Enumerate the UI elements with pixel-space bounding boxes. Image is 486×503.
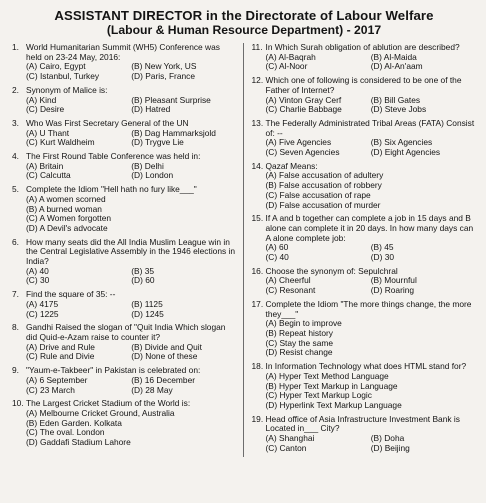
option-row bbox=[26, 205, 237, 215]
answer-option: (C) Seven Agencies bbox=[265, 148, 340, 158]
question-number: 11. bbox=[251, 42, 263, 52]
option-row bbox=[266, 201, 477, 211]
answer-option: (D) Roaring bbox=[370, 286, 415, 296]
question-item bbox=[252, 76, 477, 115]
question-item bbox=[252, 267, 477, 296]
question-number: 6. bbox=[12, 236, 19, 247]
question-item bbox=[252, 162, 477, 211]
answer-option: (D) Al-An'aam bbox=[370, 62, 423, 72]
question-number: 19. bbox=[251, 413, 264, 424]
question-text: The Largest Cricket Stadium of the World is: bbox=[26, 398, 191, 409]
question-number: 7. bbox=[12, 289, 19, 300]
left-column bbox=[12, 43, 244, 457]
answer-option: (A) Begin to improve bbox=[265, 319, 342, 329]
answer-option: (B) Doha bbox=[370, 434, 405, 444]
answer-option: (D) Hyperlink Text Markup Language bbox=[265, 400, 402, 410]
answer-options bbox=[26, 300, 237, 319]
answer-option: (B) Hyper Text Markup in Language bbox=[265, 381, 398, 391]
option-row bbox=[266, 348, 477, 358]
answer-option: (C) Charlie Babbage bbox=[265, 105, 342, 115]
question-text: Head office of Asia Infrastructure Investment Bank is Located in___ City? bbox=[265, 413, 460, 434]
question-item bbox=[12, 399, 237, 448]
answer-option: (B) Mournful bbox=[370, 276, 417, 286]
answer-options bbox=[266, 96, 477, 115]
answer-options bbox=[266, 138, 477, 157]
question-header bbox=[252, 162, 477, 172]
option-row bbox=[26, 171, 237, 181]
answer-options bbox=[26, 409, 237, 448]
question-item bbox=[12, 119, 237, 148]
question-number: 10. bbox=[12, 398, 24, 409]
option-row bbox=[266, 444, 477, 454]
answer-options bbox=[26, 129, 237, 148]
option-row bbox=[266, 181, 477, 191]
question-header bbox=[12, 86, 237, 96]
option-row bbox=[266, 243, 477, 253]
option-row bbox=[266, 62, 477, 72]
answer-option: (A) Cheerful bbox=[265, 276, 311, 286]
answer-options bbox=[26, 62, 237, 81]
answer-option: (D) Steve Jobs bbox=[370, 105, 427, 115]
option-row bbox=[26, 129, 237, 139]
answer-option: (C) 30 bbox=[26, 276, 50, 286]
option-row bbox=[26, 214, 237, 224]
question-header bbox=[252, 76, 477, 95]
question-item bbox=[12, 185, 237, 234]
option-row bbox=[26, 419, 237, 429]
answer-option: (B) Six Agencies bbox=[370, 138, 433, 148]
option-row bbox=[266, 276, 477, 286]
question-text: Which one of following is considered to be one of the Father of Internet? bbox=[265, 75, 462, 95]
question-item bbox=[12, 366, 237, 395]
answer-option: (B) A burned woman bbox=[26, 204, 102, 214]
option-row bbox=[266, 372, 477, 382]
page-title: ASSISTANT DIRECTOR in the Directorate of Labour Welfare bbox=[54, 8, 434, 23]
option-row bbox=[266, 286, 477, 296]
option-row bbox=[266, 401, 477, 411]
question-number: 15. bbox=[251, 213, 264, 224]
question-header bbox=[252, 300, 477, 319]
option-row bbox=[26, 72, 237, 82]
answer-option: (D) 28 May bbox=[131, 385, 173, 395]
option-row bbox=[266, 171, 477, 181]
option-row bbox=[266, 391, 477, 401]
page-subtitle: (Labour & Human Resource Department) - 2017 bbox=[106, 23, 382, 37]
answer-options bbox=[266, 319, 477, 358]
answer-option: (A) Britain bbox=[26, 161, 64, 171]
question-text: Synonym of Malice is: bbox=[26, 84, 108, 95]
answer-option: (D) 1245 bbox=[131, 309, 164, 319]
answer-option: (D) Trygve Lie bbox=[131, 138, 184, 148]
answer-option: (B) 45 bbox=[370, 243, 394, 253]
answer-option: (A) 4175 bbox=[26, 299, 59, 309]
question-number: 13. bbox=[251, 117, 264, 128]
answer-option: (C) Istanbul, Turkey bbox=[26, 72, 100, 82]
question-item bbox=[12, 43, 237, 82]
option-row bbox=[266, 53, 477, 63]
question-header bbox=[252, 214, 477, 243]
option-row bbox=[26, 352, 237, 362]
option-row bbox=[26, 138, 237, 148]
option-row bbox=[26, 105, 237, 115]
option-row bbox=[26, 195, 237, 205]
question-item bbox=[252, 43, 477, 72]
option-row bbox=[266, 329, 477, 339]
right-column bbox=[252, 43, 477, 457]
answer-option: (A) Al-Baqrah bbox=[265, 52, 316, 62]
question-item bbox=[12, 152, 237, 181]
option-row bbox=[266, 339, 477, 349]
question-header bbox=[12, 185, 237, 195]
option-row bbox=[266, 253, 477, 263]
answer-option: (A) 60 bbox=[265, 243, 289, 253]
answer-option: (A) Drive and Rule bbox=[26, 342, 95, 352]
option-row bbox=[26, 96, 237, 106]
question-text: The First Round Table Conference was held in: bbox=[26, 151, 201, 162]
question-item bbox=[12, 238, 237, 287]
answer-option: (B) Delhi bbox=[131, 161, 164, 171]
answer-option: (C) The oval. London bbox=[26, 428, 105, 438]
answer-option: (C) Kurt Waldheim bbox=[26, 138, 95, 148]
option-row bbox=[266, 191, 477, 201]
answer-option: (B) Al-Maida bbox=[370, 52, 417, 62]
question-columns bbox=[12, 43, 476, 457]
question-header bbox=[252, 415, 477, 434]
question-text: Choose the synonym of: Sepulchral bbox=[265, 265, 398, 276]
answer-option: (A) Vinton Gray Cerf bbox=[265, 95, 342, 105]
question-item bbox=[12, 290, 237, 319]
answer-option: (D) A Devil's advocate bbox=[26, 223, 108, 233]
answer-option: (A) U Thant bbox=[26, 128, 70, 138]
question-number: 2. bbox=[12, 84, 19, 95]
answer-option: (C) False accusation of rape bbox=[265, 190, 371, 200]
answer-option: (C) Hyper Text Markup Logic bbox=[265, 391, 372, 401]
answer-option: (D) None of these bbox=[131, 352, 198, 362]
option-row bbox=[26, 267, 237, 277]
question-text: In Which Surah obligation of ablution are described? bbox=[265, 42, 460, 52]
option-row bbox=[26, 162, 237, 172]
answer-options bbox=[266, 276, 477, 295]
answer-option: (C) 23 March bbox=[26, 385, 75, 395]
question-item bbox=[252, 362, 477, 411]
answer-options bbox=[266, 243, 477, 262]
question-item bbox=[12, 86, 237, 115]
answer-option: (C) 1225 bbox=[26, 309, 59, 319]
answer-option: (C) 40 bbox=[265, 253, 289, 263]
answer-option: (D) Paris, France bbox=[131, 72, 196, 82]
answer-option: (A) Cairo, Egypt bbox=[26, 62, 86, 72]
option-row bbox=[266, 138, 477, 148]
answer-option: (C) Desire bbox=[26, 105, 65, 115]
question-text: Find the square of 35: -- bbox=[26, 289, 116, 300]
question-text: "Yaum-e-Takbeer" in Pakistan is celebrated on: bbox=[26, 365, 201, 376]
answer-option: (A) Five Agencies bbox=[265, 138, 332, 148]
answer-option: (D) 30 bbox=[370, 253, 395, 263]
question-text: Complete the Idiom "Hell hath no fury like___" bbox=[26, 184, 197, 195]
question-header bbox=[12, 238, 237, 267]
question-number: 12. bbox=[251, 75, 264, 86]
question-text: Who Was First Secretary General of the UN bbox=[26, 117, 189, 128]
option-row bbox=[26, 386, 237, 396]
question-text: How many seats did the All India Muslim League win in the Central Legislative Assembly in the 1946 elections in India? bbox=[26, 236, 236, 267]
answer-options bbox=[26, 162, 237, 181]
option-row bbox=[26, 409, 237, 419]
answer-options bbox=[26, 195, 237, 234]
question-item bbox=[252, 415, 477, 454]
question-text: In Information Technology what does HTML stand for? bbox=[265, 361, 467, 372]
question-number: 5. bbox=[12, 184, 19, 195]
answer-option: (B) Eden Garden. Kolkata bbox=[26, 418, 122, 428]
answer-option: (D) False accusation of murder bbox=[265, 200, 381, 210]
answer-option: (C) A Women forgotten bbox=[26, 214, 112, 224]
answer-option: (D) Gaddafi Stadium Lahore bbox=[26, 438, 131, 448]
answer-option: (B) 35 bbox=[131, 266, 155, 276]
answer-option: (A) 40 bbox=[26, 266, 49, 276]
question-text: If A and b together can complete a job in 15 days and B alone can complete it in 20 days. In how many days can A alone complete job: bbox=[265, 213, 474, 243]
question-text: Complete the Idiom "The more things change, the more they___" bbox=[265, 298, 472, 319]
option-row bbox=[26, 376, 237, 386]
option-row bbox=[26, 276, 237, 286]
question-header bbox=[252, 119, 477, 138]
question-item bbox=[252, 300, 477, 358]
question-header bbox=[12, 399, 237, 409]
question-number: 4. bbox=[12, 151, 19, 162]
question-number: 3. bbox=[12, 117, 19, 128]
question-text: Gandhi Raised the slogan of "Quit India Which slogan did Quid-e-Azam raise to counter it? bbox=[26, 322, 226, 342]
question-header bbox=[252, 43, 477, 53]
question-header bbox=[252, 362, 477, 372]
answer-option: (C) Stay the same bbox=[265, 338, 333, 348]
question-header bbox=[12, 366, 237, 376]
option-row bbox=[266, 148, 477, 158]
answer-options bbox=[26, 267, 237, 286]
answer-option: (C) Al-Noor bbox=[265, 62, 308, 72]
option-row bbox=[266, 382, 477, 392]
answer-option: (D) London bbox=[131, 171, 174, 181]
answer-option: (B) False accusation of robbery bbox=[265, 181, 382, 191]
answer-option: (C) Rule and Divie bbox=[26, 352, 95, 362]
option-row bbox=[26, 438, 237, 448]
answer-option: (D) Beijing bbox=[370, 443, 410, 453]
option-row bbox=[26, 428, 237, 438]
option-row bbox=[26, 343, 237, 353]
question-text: Qazaf Means: bbox=[265, 160, 318, 171]
answer-option: (D) Hatred bbox=[131, 105, 171, 115]
answer-options bbox=[26, 376, 237, 395]
answer-option: (A) Kind bbox=[26, 95, 57, 105]
answer-options bbox=[266, 372, 477, 411]
answer-option: (C) Canton bbox=[265, 443, 307, 453]
answer-option: (B) Repeat history bbox=[265, 328, 333, 338]
option-row bbox=[26, 224, 237, 234]
question-text: The Federally Administrated Tribal Areas (FATA) Consist of: -- bbox=[265, 117, 475, 138]
question-number: 14. bbox=[251, 160, 264, 171]
question-text: World Humanitarian Summit (WH5) Conference was held on 23-24 May, 2016: bbox=[26, 42, 220, 62]
answer-option: (A) False accusation of adultery bbox=[265, 171, 384, 181]
option-row bbox=[26, 62, 237, 72]
question-header bbox=[12, 152, 237, 162]
question-item bbox=[252, 214, 477, 263]
question-header bbox=[12, 290, 237, 300]
question-number: 18. bbox=[251, 361, 264, 372]
question-number: 16. bbox=[251, 265, 264, 276]
question-header bbox=[12, 323, 237, 342]
answer-option: (B) Dag Hammarksjold bbox=[131, 128, 216, 138]
question-header bbox=[252, 267, 477, 277]
answer-options bbox=[26, 96, 237, 115]
question-number: 1. bbox=[12, 42, 19, 52]
option-row bbox=[266, 434, 477, 444]
answer-option: (C) Calcutta bbox=[26, 171, 71, 181]
answer-options bbox=[26, 343, 237, 362]
answer-options bbox=[266, 53, 477, 72]
answer-options bbox=[266, 434, 477, 453]
answer-option: (B) Divide and Quit bbox=[131, 342, 202, 352]
answer-option: (B) 16 December bbox=[131, 375, 196, 385]
answer-option: (A) A women scorned bbox=[26, 194, 106, 204]
answer-option: (A) Shanghai bbox=[265, 434, 315, 444]
answer-option: (B) 1125 bbox=[131, 299, 163, 309]
answer-option: (A) 6 September bbox=[26, 375, 88, 385]
answer-option: (B) New York, US bbox=[131, 62, 197, 72]
option-row bbox=[266, 105, 477, 115]
answer-option: (D) Resist change bbox=[265, 348, 333, 358]
option-row bbox=[266, 319, 477, 329]
question-item bbox=[12, 323, 237, 362]
answer-option: (D) 60 bbox=[131, 276, 155, 286]
answer-options bbox=[266, 171, 477, 210]
answer-option: (A) Hyper Text Method Language bbox=[265, 371, 389, 381]
answer-option: (C) Resonant bbox=[265, 286, 316, 296]
question-header bbox=[12, 119, 237, 129]
answer-option: (B) Bill Gates bbox=[370, 95, 421, 105]
question-item bbox=[252, 119, 477, 158]
answer-option: (B) Pleasant Surprise bbox=[131, 95, 211, 105]
answer-option: (A) Melbourne Cricket Ground, Australia bbox=[26, 408, 175, 418]
question-number: 17. bbox=[251, 298, 264, 309]
question-header bbox=[12, 43, 237, 62]
answer-option: (D) Eight Agencies bbox=[370, 148, 441, 158]
option-row bbox=[266, 96, 477, 106]
question-number: 9. bbox=[12, 365, 19, 376]
question-number: 8. bbox=[12, 322, 19, 333]
option-row bbox=[26, 310, 237, 320]
option-row bbox=[26, 300, 237, 310]
